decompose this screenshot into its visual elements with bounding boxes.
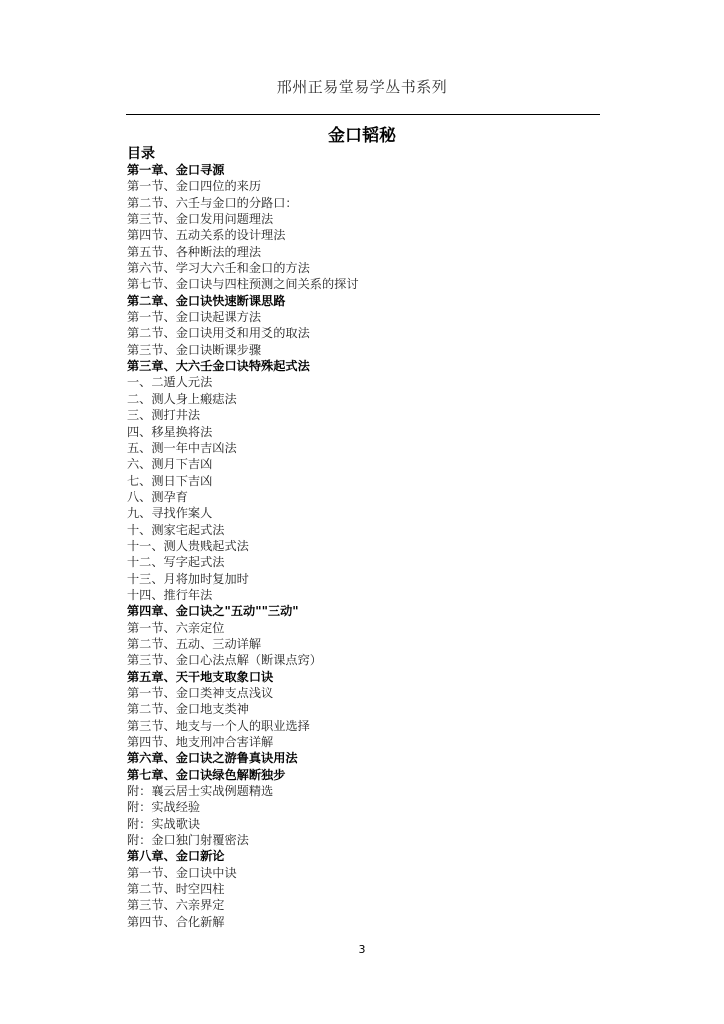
toc-section-entry: 一、二遁人元法: [127, 375, 213, 390]
toc-section-entry: 十一、测人贵贱起式法: [127, 538, 249, 553]
toc-section-entry: 八、测孕育: [127, 489, 188, 504]
toc-section-entry: 第三节、金口心法点解（断课点窍）: [127, 653, 322, 668]
toc-section-entry: 第四节、地支刑冲合害详解: [127, 735, 274, 750]
toc-section-entry: 第三节、地支与一个人的职业选择: [127, 718, 310, 733]
toc-section-entry: 附：襄云居士实战例题精选: [127, 784, 274, 799]
toc-chapter-entry: 第六章、金口诀之游鲁真诀用法: [127, 751, 298, 766]
toc-section-entry: 十四、推行年法: [127, 587, 213, 602]
toc-chapter-entry: 第八章、金口新论: [127, 849, 225, 864]
toc-section-entry: 第一节、金口四位的来历: [127, 179, 262, 194]
toc-section-entry: 二、测人身上瘢痣法: [127, 391, 237, 406]
toc-section-entry: 附：实战歌诀: [127, 816, 201, 831]
toc-section-entry: 第二节、六壬与金口的分路口：: [127, 195, 298, 210]
toc-section-entry: 第一节、六亲定位: [127, 620, 225, 635]
toc-section-entry: 第一节、金口类神支点浅议: [127, 686, 274, 700]
document-title: 金口韬秘: [328, 126, 396, 146]
toc-section-entry: 第五节、各种断法的理法: [127, 244, 262, 259]
toc-section-entry: 三、测打井法: [127, 408, 201, 423]
page-number: 3: [358, 943, 366, 956]
toc-section-entry: 第四节、五动关系的设计理法: [127, 228, 286, 243]
toc-section-entry: 六、测月下吉凶: [127, 457, 213, 472]
toc-section-entry: 第三节、金口发用问题理法: [127, 212, 274, 227]
toc-heading: 目录: [127, 146, 155, 162]
toc-section-entry: 第三节、金口诀断课步骤: [127, 342, 262, 357]
toc-chapter-entry: 第三章、大六壬金口诀特殊起式法: [127, 359, 310, 374]
toc-section-entry: 五、测一年中吉凶法: [127, 440, 237, 455]
toc-section-entry: 第七节、金口诀与四柱预测之间关系的探讨: [127, 277, 359, 292]
toc-section-entry: 十二、写字起式法: [127, 555, 225, 570]
toc-section-entry: 七、测日下吉凶: [127, 473, 213, 488]
toc-chapter-entry: 第七章、金口诀绿色解断独步: [127, 767, 286, 782]
table-of-contents: [127, 162, 359, 930]
toc-section-entry: 第二节、时空四柱: [127, 882, 225, 897]
toc-section-entry: 第一节、金口诀起课方法: [127, 310, 262, 325]
toc-section-entry: 十三、月将加时复加时: [127, 571, 249, 586]
toc-section-entry: 第四节、合化新解: [127, 914, 225, 929]
toc-section-entry: 附：实战经验: [127, 800, 201, 815]
series-header: 邢州正易堂易学丛书系列: [276, 78, 448, 96]
toc-section-entry: 第二节、金口地支类神: [127, 702, 249, 717]
toc-section-entry: 第二节、五动、三动详解: [127, 636, 262, 651]
toc-section-entry: 四、移星换将法: [127, 424, 213, 439]
toc-section-entry: 第三节、六亲界定: [127, 898, 225, 913]
toc-chapter-entry: 第五章、天干地支取象口诀: [127, 669, 274, 684]
toc-chapter-entry: 第一章、金口寻源: [127, 163, 225, 177]
toc-chapter-entry: 第四章、金口诀之"五动""三动": [127, 604, 299, 619]
toc-section-entry: 附：金口独门射覆密法: [127, 833, 249, 848]
header-rule: [126, 114, 600, 115]
toc-section-entry: 九、寻找作案人: [127, 506, 213, 521]
toc-section-entry: 十、测家宅起式法: [127, 522, 225, 537]
toc-section-entry: 第一节、金口诀中诀: [127, 865, 237, 880]
toc-chapter-entry: 第二章、金口诀快速断课思路: [127, 293, 286, 308]
toc-section-entry: 第二节、金口诀用爻和用爻的取法: [127, 326, 310, 341]
toc-section-entry: 第六节、学习大六壬和金口的方法: [127, 261, 310, 276]
